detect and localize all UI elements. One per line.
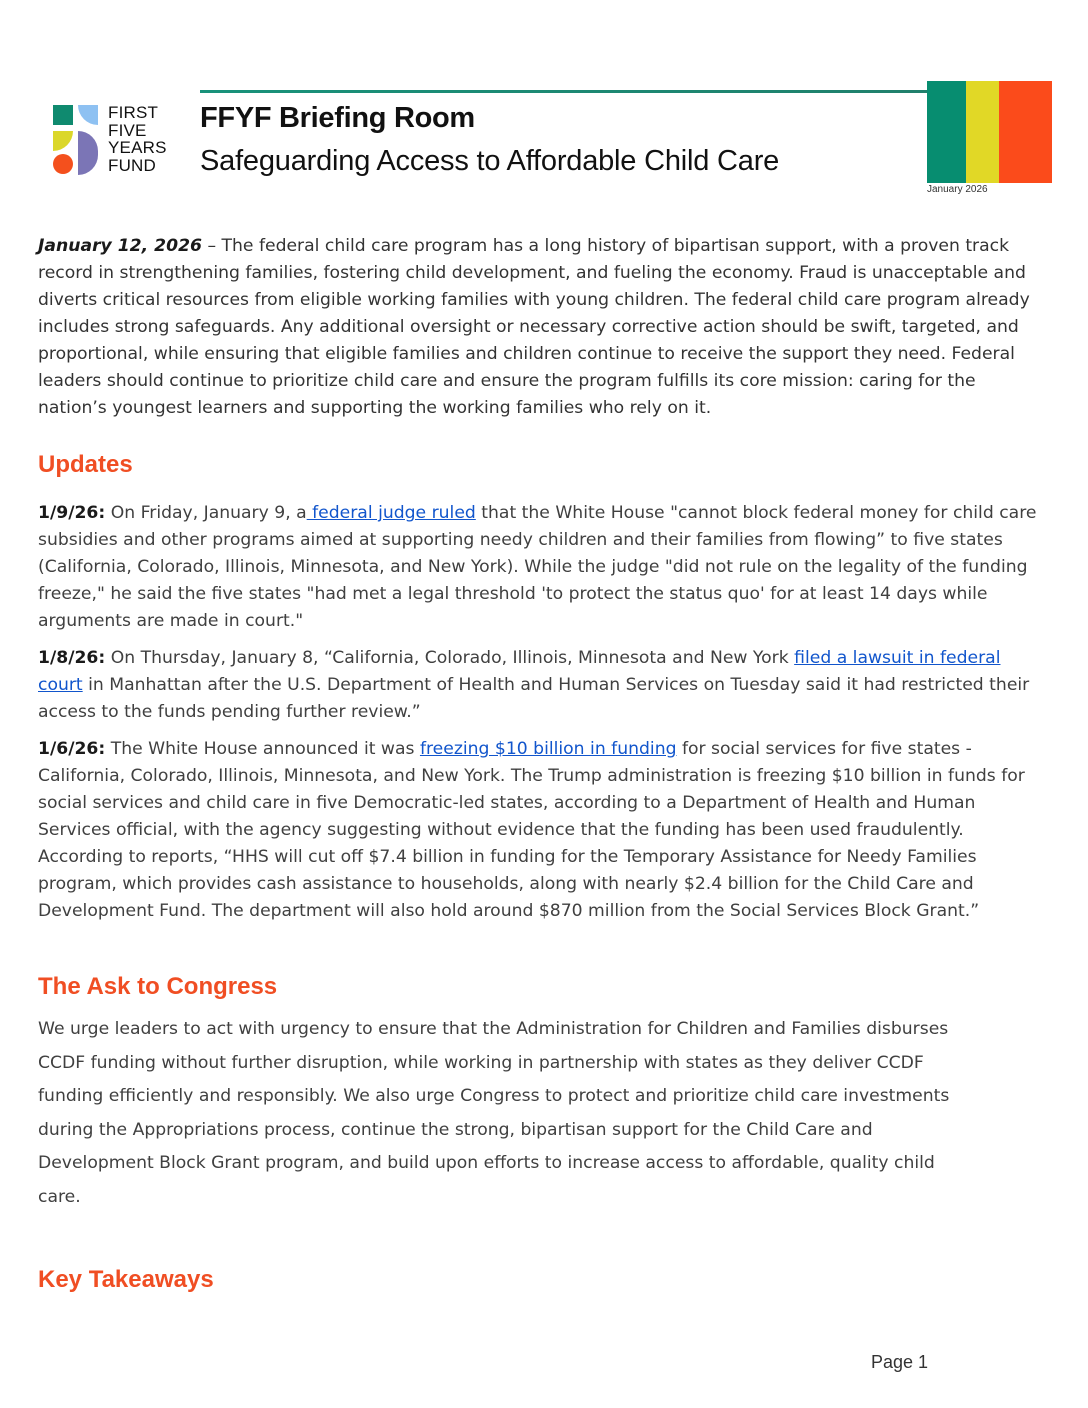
update-text: in Manhattan after the U.S. Department of Health and Human Services on Tuesday said it had restricted their access to the funds pending further review.”: [38, 675, 1030, 722]
logo-line: FIVE: [108, 120, 147, 140]
logo-line: FIRST: [108, 103, 159, 122]
update-item: [38, 500, 1048, 635]
logo-circle-orange: [53, 154, 73, 174]
update-item: [38, 736, 1048, 925]
page-subtitle: Safeguarding Access to Affordable Child Care: [200, 145, 780, 177]
page-title: FFYF Briefing Room: [200, 102, 475, 134]
key-takeaways-heading: Key Takeaways: [38, 1266, 214, 1293]
ask-section: [38, 1013, 978, 1214]
logo-shape-purple: [78, 131, 98, 175]
header-date-label: January 2026: [927, 184, 988, 195]
logo-square-teal: [53, 105, 73, 125]
update-text: that the White House "cannot block federal money for child care subsidies and other programs aimed at supporting needy children and their families from flowing” to five states (California, Colorado, Illinois, Minnesota, and New York). While the judge "did not rule on the legality of the funding freeze," he said the five states "had met a legal threshold 'to protect the status quo' for at least 14 days while arguments are made in court.": [38, 503, 1037, 631]
logo-line: YEARS: [108, 138, 167, 157]
update-text: On Thursday, January 8, “California, Colorado, Illinois, Minnesota and New York: [105, 648, 795, 668]
update-item: [38, 645, 1048, 726]
stripe-orange: [999, 81, 1052, 183]
intro-text: – The federal child care program has a long history of bipartisan support, with a proven track record in strengthening families, fostering child development, and fueling the economy. Fraud is unacceptable and diverts critical resources from eligible working families with young children. The federal child care program already includes strong safeguards. Any additional oversight or necessary corrective action should be swift, targeted, and proportional, while ensuring that eligible families and children continue to receive the support they need. Federal leaders should continue to prioritize child care and ensure the program fulfills its core mission: caring for the nation’s youngest learners and supporting the working families who rely on it.: [38, 236, 1030, 418]
filed-lawsuit-link[interactable]: filed a lawsuit in federal court: [38, 648, 1001, 695]
header-rule: [200, 90, 928, 93]
ask-paragraph: We urge leaders to act with urgency to ensure that the Administration for Children and Families disburses CCDF funding without further disruption, while working in partnership with states as they deliver CCDF funding efficiently and responsibly. We also urge Congress to protect and prioritize child care investments during the Appropriations process, continue the strong, bipartisan support for the Child Care and Development Block Grant program, and build upon efforts to increase access to affordable, quality child care.: [38, 1019, 950, 1207]
federal-judge-ruled-link[interactable]: federal judge ruled: [306, 503, 476, 523]
intro-date: January 12, 2026: [38, 236, 202, 256]
updates-heading: Updates: [38, 451, 133, 478]
update-date: 1/6/26:: [38, 739, 106, 759]
freezing-funding-link[interactable]: freezing $10 billion in funding: [419, 739, 677, 759]
logo-wordmark: [108, 104, 167, 174]
logo-shape-blue: [78, 105, 98, 125]
ask-heading: The Ask to Congress: [38, 973, 278, 1000]
update-date: 1/8/26:: [38, 648, 106, 668]
color-stripes-banner: [927, 81, 1052, 183]
update-text: The White House announced it was: [105, 739, 420, 759]
stripe-yellow: [966, 81, 999, 183]
stripe-teal: [927, 81, 966, 183]
page-number: Page 1: [871, 1352, 929, 1372]
update-date: 1/9/26:: [38, 503, 106, 523]
update-text: On Friday, January 9, a: [105, 503, 307, 523]
logo-shape-yellow: [53, 131, 73, 151]
ffyf-logo: [53, 104, 173, 176]
document-body: [38, 233, 1048, 1294]
logo-line: FUND: [108, 155, 157, 175]
intro-paragraph: [38, 233, 1048, 422]
update-text: for social services for five states - California, Colorado, Illinois, Minnesota, and New York. The Trump administration is freezing $10 billion in funds for social services and child care in five Democratic-led states, according to a Department of Health and Human Services official, with the agency suggesting without evidence that the funding has been used fraudulently. According to reports, “HHS will cut off $7.4 billion in funding for the Temporary Assistance for Needy Families program, which provides cash assistance to households, along with nearly $2.4 billion for the Child Care and Development Fund. The department will also hold around $870 million from the Social Services Block Grant.”: [38, 739, 1025, 921]
